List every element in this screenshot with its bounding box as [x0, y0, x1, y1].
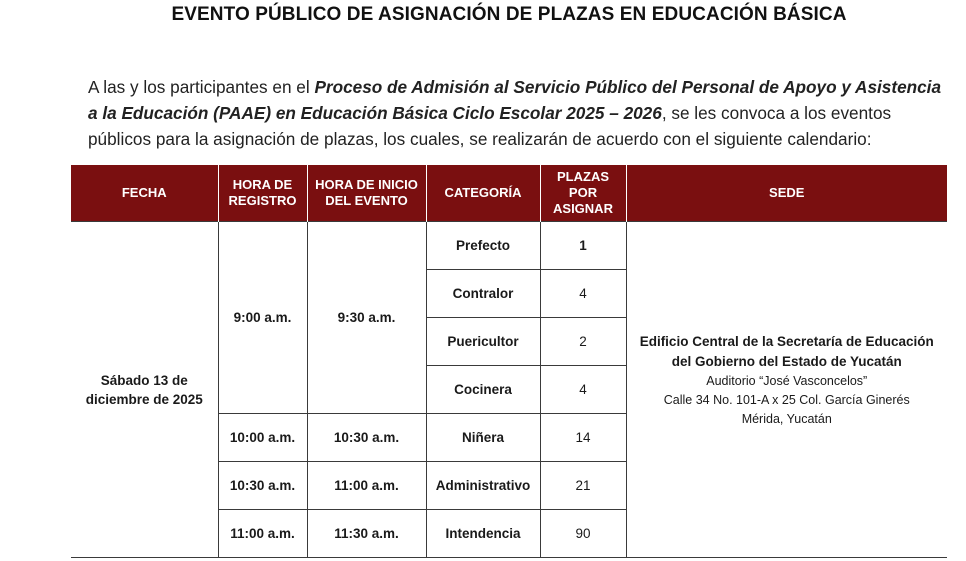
- cell-categoria: Contralor: [426, 270, 540, 318]
- cell-categoria: Niñera: [426, 414, 540, 462]
- cell-hora-inicio: 11:30 a.m.: [307, 510, 426, 558]
- cell-plazas: 4: [540, 270, 626, 318]
- cell-hora-registro: 10:00 a.m.: [218, 414, 307, 462]
- intro-text-end: , se les convoca a los eventos públicos para la asignación de plazas, los cuales, se realizarán de acuerdo con el siguiente calendario:: [88, 103, 892, 149]
- cell-plazas: 21: [540, 462, 626, 510]
- header-hora-registro: HORA DE REGISTRO: [218, 165, 307, 222]
- intro-text-start: A las y los participantes en el: [88, 77, 315, 97]
- cell-hora-inicio: 9:30 a.m.: [307, 222, 426, 414]
- cell-plazas: 14: [540, 414, 626, 462]
- cell-categoria: Intendencia: [426, 510, 540, 558]
- cell-plazas: 4: [540, 366, 626, 414]
- intro-paragraph: [88, 74, 948, 152]
- sede-address: Auditorio “José Vasconcelos” Calle 34 No. 101-A x 25 Col. García Ginerés Mérida, Yucatán: [663, 374, 910, 426]
- cell-categoria: Administrativo: [426, 462, 540, 510]
- intro-process-name: Proceso de Admisión al Servicio Público del Personal de Apoyo y Asistencia a la Educación (PAAE) en Educación Básica Ciclo Escolar 2025 – 2026: [88, 77, 942, 123]
- table-header-row: [71, 165, 947, 222]
- header-categoria: CATEGORÍA: [426, 165, 540, 222]
- cell-categoria: Puericultor: [426, 318, 540, 366]
- cell-plazas: 90: [540, 510, 626, 558]
- header-hora-inicio: HORA DE INICIO DEL EVENTO: [307, 165, 426, 222]
- cell-fecha: Sábado 13 de diciembre de 2025: [71, 222, 218, 558]
- page-title: EVENTO PÚBLICO DE ASIGNACIÓN DE PLAZAS EN EDUCACIÓN BÁSICA: [171, 4, 847, 25]
- cell-hora-inicio: 10:30 a.m.: [307, 414, 426, 462]
- cell-hora-registro: 9:00 a.m.: [218, 222, 307, 414]
- cell-categoria: Cocinera: [426, 366, 540, 414]
- header-sede: SEDE: [626, 165, 947, 222]
- cell-hora-registro: 11:00 a.m.: [218, 510, 307, 558]
- header-fecha: FECHA: [71, 165, 218, 222]
- header-plazas: PLAZAS POR ASIGNAR: [540, 165, 626, 222]
- cell-hora-registro: 10:30 a.m.: [218, 462, 307, 510]
- cell-plazas: 2: [540, 318, 626, 366]
- cell-hora-inicio: 11:00 a.m.: [307, 462, 426, 510]
- cell-sede: [626, 222, 947, 558]
- table-row: [71, 222, 947, 270]
- sede-building: Edificio Central de la Secretaría de Educación del Gobierno del Estado de Yucatán: [639, 334, 934, 369]
- calendar-table: [71, 165, 947, 558]
- cell-plazas: 1: [540, 222, 626, 270]
- cell-categoria: Prefecto: [426, 222, 540, 270]
